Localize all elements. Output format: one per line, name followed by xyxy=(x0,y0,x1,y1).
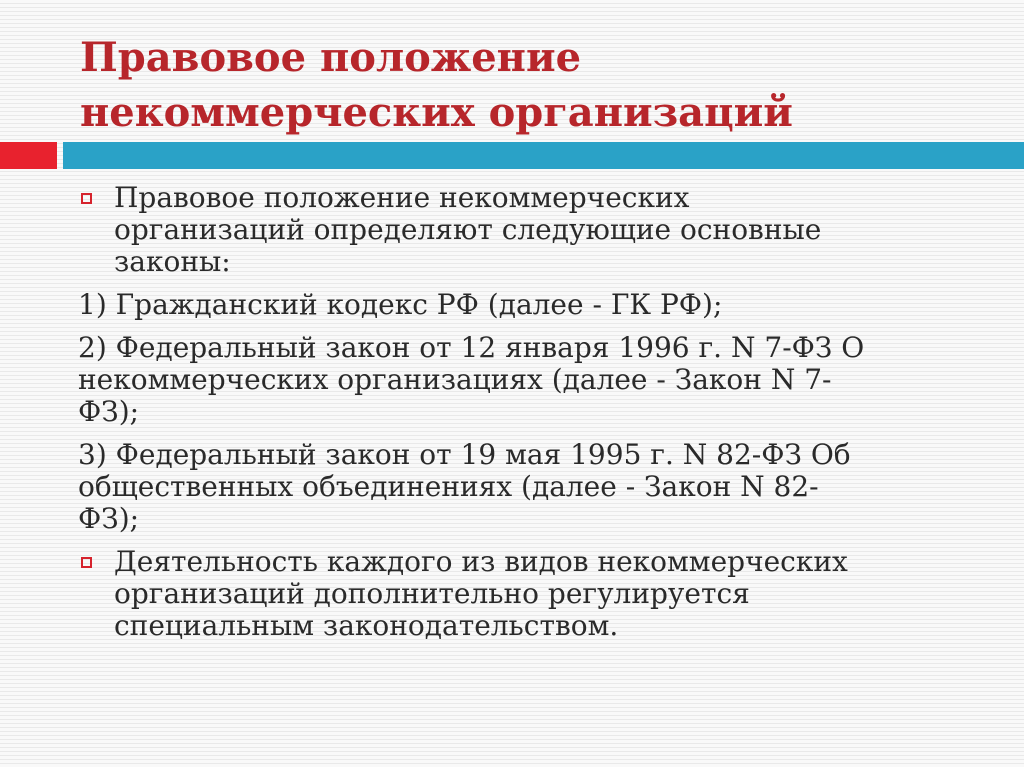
square-bullet-icon xyxy=(81,193,92,204)
paragraph-line: общественных объединениях (далее - Закон N 82- xyxy=(78,470,819,503)
slide-title-line-2: некоммерческих организаций xyxy=(80,89,793,136)
numbered-paragraph-1 xyxy=(78,289,978,321)
paragraph-line: Деятельность каждого из видов некоммерческих xyxy=(114,545,848,578)
paragraph-line: законы: xyxy=(114,245,231,278)
accent-bar-blue xyxy=(63,142,1024,169)
paragraph-line: организаций определяют следующие основные xyxy=(114,213,822,246)
paragraph-line: 3) Федеральный закон от 19 мая 1995 г. N 82-ФЗ Об xyxy=(78,438,851,471)
numbered-paragraph-3 xyxy=(78,439,978,535)
paragraph-line: 1) Гражданский кодекс РФ (далее - ГК РФ); xyxy=(78,288,723,321)
paragraph-line: Правовое положение некоммерческих xyxy=(114,181,690,214)
paragraph-line: некоммерческих организациях (далее - Закон N 7- xyxy=(78,363,832,396)
paragraph-line: ФЗ); xyxy=(78,502,140,535)
slide-title xyxy=(80,30,980,140)
numbered-paragraph-2 xyxy=(78,332,978,428)
paragraph-line: ФЗ); xyxy=(78,395,140,428)
paragraph-line: специальным законодательством. xyxy=(114,609,619,642)
bullet-paragraph-2 xyxy=(78,546,978,642)
accent-bar-red xyxy=(0,142,57,169)
bullet-paragraph-1 xyxy=(78,182,978,278)
slide-body xyxy=(78,182,978,653)
slide-title-line-1: Правовое положение xyxy=(80,34,582,81)
paragraph-line: организаций дополнительно регулируется xyxy=(114,577,750,610)
square-bullet-icon xyxy=(81,557,92,568)
paragraph-line: 2) Федеральный закон от 12 января 1996 г. N 7-ФЗ О xyxy=(78,331,865,364)
